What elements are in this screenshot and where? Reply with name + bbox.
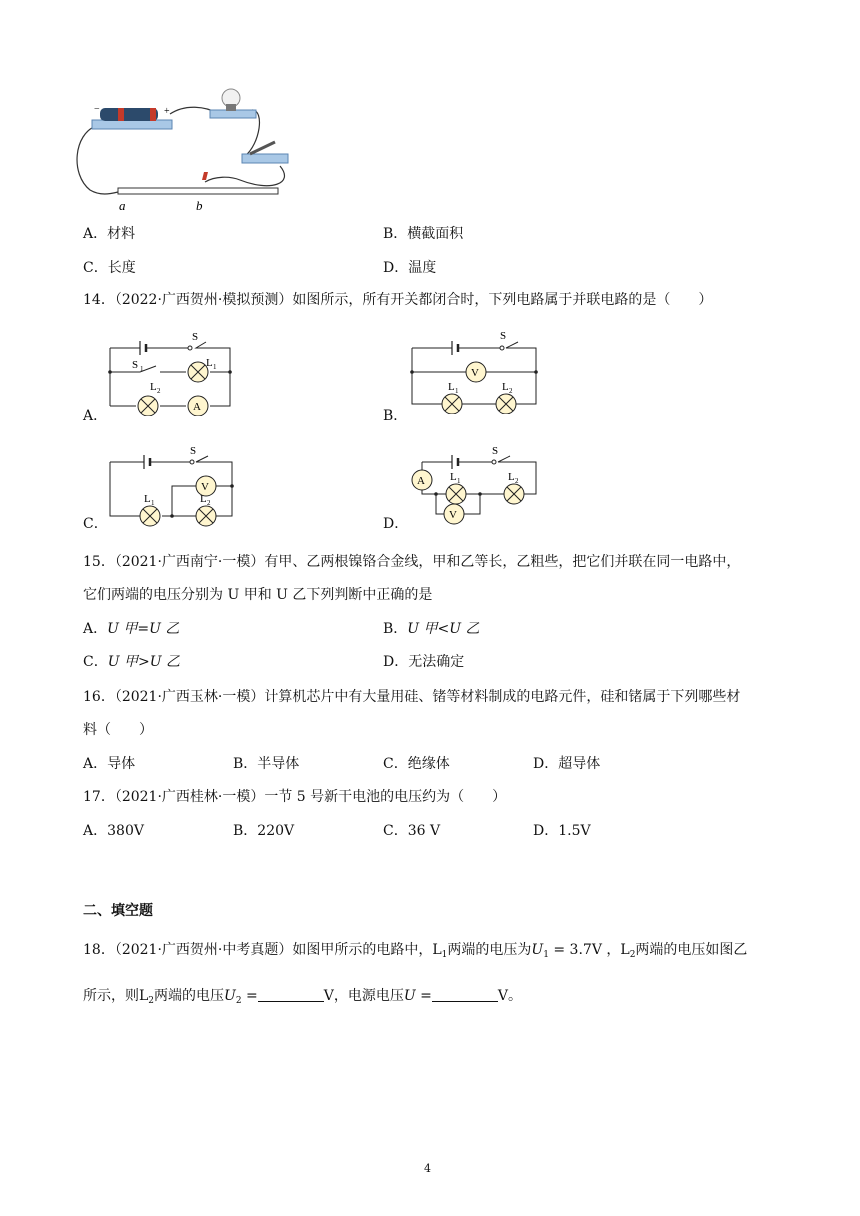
resistance-wire-rod bbox=[118, 188, 278, 194]
svg-text:2: 2 bbox=[207, 499, 211, 507]
answer-blank-2[interactable] bbox=[432, 987, 498, 1002]
q13-option-c[interactable]: C．长度 bbox=[83, 260, 136, 276]
q15-stem-line2: 它们两端的电压分别为 U 甲和 U 乙下列判断中正确的是 bbox=[83, 587, 433, 603]
q14-option-d[interactable]: D． bbox=[383, 516, 409, 532]
svg-text:L: L bbox=[502, 381, 509, 393]
svg-text:2: 2 bbox=[515, 477, 519, 485]
q15-option-a[interactable]: A．U 甲=U 乙 bbox=[83, 621, 180, 637]
clip-icon bbox=[202, 172, 208, 180]
q14-stem: 14．（2022·广西贺州·模拟预测）如图所示，所有开关都闭合时，下列电路属于并联电路的是（ ） bbox=[83, 292, 713, 308]
q17-option-b[interactable]: B．220V bbox=[233, 823, 295, 839]
q16-option-a[interactable]: A．导体 bbox=[83, 756, 136, 772]
q17-stem: 17．（2021·广西桂林·一模）一节 5 号新干电池的电压约为（ ） bbox=[83, 789, 507, 805]
svg-text:S: S bbox=[192, 331, 199, 343]
label-a: a bbox=[119, 198, 126, 213]
q17-option-d[interactable]: D．1.5V bbox=[533, 823, 591, 839]
svg-text:L: L bbox=[144, 493, 151, 505]
svg-text:V: V bbox=[201, 481, 209, 493]
q15-stem-line1: 15．（2021·广西南宁·一模）有甲、乙两根镍铬合金线，甲和乙等长，乙粗些，把它们并联在同一电路中， bbox=[83, 554, 741, 570]
q13-option-b[interactable]: B．横截面积 bbox=[383, 226, 464, 242]
wire-bottom bbox=[205, 166, 284, 186]
svg-text:2: 2 bbox=[157, 387, 161, 395]
svg-text:1: 1 bbox=[140, 365, 144, 373]
svg-text:L: L bbox=[200, 493, 207, 505]
svg-text:1: 1 bbox=[213, 363, 217, 371]
q16-stem-line2: 料（ ） bbox=[83, 722, 153, 738]
battery-base bbox=[92, 120, 172, 129]
svg-text:L: L bbox=[450, 471, 457, 483]
circuit-b-diagram bbox=[400, 324, 550, 414]
q16-option-d[interactable]: D．超导体 bbox=[533, 756, 601, 772]
svg-text:L: L bbox=[150, 381, 157, 393]
q14-option-a[interactable]: A． bbox=[83, 408, 108, 424]
q16-option-b[interactable]: B．半导体 bbox=[233, 756, 300, 772]
svg-text:1: 1 bbox=[457, 477, 461, 485]
svg-text:A: A bbox=[193, 401, 201, 413]
q18-line1: 18．（2021·广西贺州·中考真题）如图甲所示的电路中，$L_1$两端的电压为$U_1 = 3.7V$ ，$L_2$两端的电压如图乙 bbox=[83, 942, 748, 960]
section-title-fill-in: 二、填空题 bbox=[83, 903, 153, 919]
q13-option-d[interactable]: D．温度 bbox=[383, 260, 437, 276]
svg-text:S: S bbox=[190, 445, 197, 457]
svg-text:S: S bbox=[492, 445, 499, 457]
svg-text:1: 1 bbox=[455, 387, 459, 395]
svg-text:2: 2 bbox=[509, 387, 513, 395]
resistance-experiment-figure bbox=[70, 84, 300, 214]
circuit-a-diagram bbox=[100, 326, 240, 416]
q16-option-c[interactable]: C．绝缘体 bbox=[383, 756, 450, 772]
svg-text:1: 1 bbox=[151, 499, 155, 507]
svg-text:A: A bbox=[417, 475, 425, 487]
minus-sign: − bbox=[94, 104, 100, 115]
svg-text:V: V bbox=[471, 367, 479, 379]
bulb-base bbox=[210, 110, 256, 118]
label-b: b bbox=[196, 198, 203, 213]
svg-text:S: S bbox=[132, 359, 139, 371]
plus-sign: + bbox=[164, 106, 170, 117]
page-number: 4 bbox=[424, 1162, 431, 1175]
q16-stem-line1: 16．（2021·广西玉林·一模）计算机芯片中有大量用硅、锗等材料制成的电路元件，硅和锗属于下列哪些材 bbox=[83, 689, 741, 705]
circuit-d-diagram bbox=[400, 440, 550, 530]
q14-option-b[interactable]: B． bbox=[383, 408, 408, 424]
battery-cells bbox=[100, 108, 158, 121]
svg-text:L: L bbox=[508, 471, 515, 483]
wire-left bbox=[77, 126, 118, 194]
q15-option-c[interactable]: C．U 甲>U 乙 bbox=[83, 654, 180, 670]
q13-option-a[interactable]: A．材料 bbox=[83, 226, 136, 242]
circuit-c-diagram bbox=[100, 440, 250, 530]
switch-base bbox=[242, 154, 288, 163]
answer-blank-1[interactable] bbox=[258, 987, 324, 1002]
svg-text:V: V bbox=[449, 509, 457, 521]
svg-text:L: L bbox=[206, 357, 213, 369]
q18-line2: 所示，则$L_2$两端的电压$U_2 = V$，电源电压U = V。 bbox=[83, 988, 523, 1006]
svg-text:S: S bbox=[500, 330, 507, 342]
q17-option-c[interactable]: C．36 V bbox=[383, 823, 441, 839]
q17-option-a[interactable]: A．380V bbox=[83, 823, 144, 839]
q15-option-b[interactable]: B．U 甲<U 乙 bbox=[383, 621, 480, 637]
q14-option-c[interactable]: C． bbox=[83, 516, 108, 532]
q15-option-d[interactable]: D．无法确定 bbox=[383, 654, 465, 670]
svg-text:L: L bbox=[448, 381, 455, 393]
